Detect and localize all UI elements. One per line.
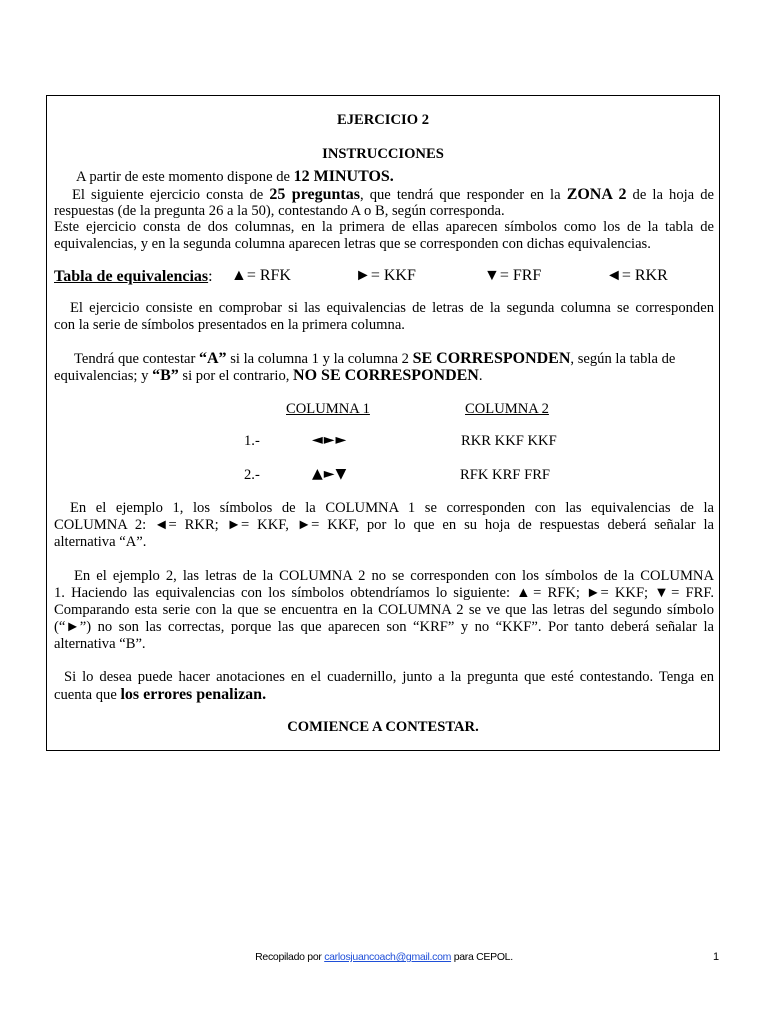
example-2-number: 2.- <box>244 467 260 483</box>
equivalence-table-title: Tabla de equivalencias <box>54 268 209 285</box>
equivalence-table-label: Tabla de equivalencias: <box>54 268 213 285</box>
page-number: 1 <box>713 951 720 963</box>
time-limit-text: A partir de este momento dispone de <box>76 169 294 185</box>
no-match-label: NO SE CORRESPONDEN <box>293 367 479 384</box>
paragraph-notes-line2: cuenta que los errores penalizan. <box>54 686 267 703</box>
paragraph-task-line1: El ejercicio consiste en comprobar si las equivalencias de letras de la segunda columna se corresponden <box>70 300 714 316</box>
instructions-heading: INSTRUCCIONES <box>322 146 444 162</box>
paragraph-example2-line5: alternativa “B”. <box>54 636 146 652</box>
paragraph-intro-line3: Este ejercicio consta de dos columnas, en la primera de ellas aparecen símbolos como los de la tabla de <box>54 219 714 235</box>
paragraph-example2-line4: (“►”) no son las correctas, porque las que aparecen son “KRF” y no “KKF”. Por tanto deberá señalar la <box>54 619 714 635</box>
paragraph-example2-line3: Comparando esta serie con la que se encuentra en la COLUMNA 2 se ve que las letras del segundo símbolo <box>54 602 714 618</box>
example-1-number: 1.- <box>244 433 260 449</box>
paragraph-task-line2: con la serie de símbolos presentados en la primera columna. <box>54 317 405 333</box>
footer-email-link[interactable]: carlosjuancoach@gmail.com <box>324 951 452 963</box>
column1-header: COLUMNA 1 <box>286 401 370 417</box>
time-limit-line <box>76 168 394 186</box>
penalty-warning: los errores penalizan. <box>120 686 267 703</box>
footer-credit <box>0 950 768 964</box>
paragraph-intro-line2: respuestas (de la pregunta 26 a la 50), contestando A o B, según corresponda. <box>54 203 505 219</box>
exercise-title: EJERCICIO 2 <box>336 112 430 128</box>
footer-prefix: Recopilado por <box>255 951 325 963</box>
answer-zone: ZONA 2 <box>566 186 627 203</box>
answer-a-label: “A” <box>199 350 227 367</box>
column2-header: COLUMNA 2 <box>465 401 549 417</box>
paragraph-answer-line1: Tendrá que contestar “A” si la columna 1 y la columna 2 SE CORRESPONDEN, según la tabla de <box>74 350 676 367</box>
question-count: 25 preguntas <box>269 186 360 203</box>
paragraph-example2-line2: 1. Haciendo las equivalencias con los símbolos obtendríamos lo siguiente: ▲= RFK; ►= KKF; ▼= FRF. <box>54 585 714 601</box>
paragraph-intro-line4: equivalencias, y en la segunda columna aparecen letras que se corresponden con dichas equivalencias. <box>54 236 651 252</box>
footer-suffix: para CEPOL. <box>451 951 513 963</box>
time-limit-value: 12 MINUTOS. <box>293 168 394 185</box>
match-label: SE CORRESPONDEN <box>412 350 571 367</box>
equivalence-left: ◄= RKR <box>606 267 668 284</box>
paragraph-intro-line1: El siguiente ejercicio consta de 25 preguntas, que tendrá que responder en la ZONA 2 de la hoja de <box>72 186 715 203</box>
paragraph-answer-line2: equivalencias; y “B” si por el contrario, NO SE CORRESPONDEN. <box>54 367 483 384</box>
start-instruction: COMIENCE A CONTESTAR. <box>287 719 479 735</box>
example-1-symbols: ◄►► <box>312 432 348 448</box>
paragraph-example1-line2: COLUMNA 2: ◄= RKR; ►= KKF, ►= KKF, por lo que en su hoja de respuestas deberá señalar la <box>54 517 714 533</box>
paragraph-notes-line1: Si lo desea puede hacer anotaciones en el cuadernillo, junto a la pregunta que esté contestando. Tenga en <box>64 669 714 685</box>
paragraph-example2-line1: En el ejemplo 2, las letras de la COLUMNA 2 no se corresponden con los símbolos de la COLUMNA <box>74 568 714 584</box>
answer-b-label: “B” <box>152 367 179 384</box>
paragraph-example1-line1: En el ejemplo 1, los símbolos de la COLUMNA 1 se corresponden con las equivalencias de la <box>70 500 714 516</box>
paragraph-example1-line3: alternativa “A”. <box>54 534 147 550</box>
example-2-letters: RFK KRF FRF <box>460 467 551 483</box>
example-2-symbols: ▲►▼ <box>312 466 348 482</box>
equivalence-up: ▲= RFK <box>231 267 291 284</box>
equivalence-down: ▼= FRF <box>484 267 542 284</box>
example-1-letters: RKR KKF KKF <box>461 433 557 449</box>
equivalence-right: ►= KKF <box>355 267 416 284</box>
